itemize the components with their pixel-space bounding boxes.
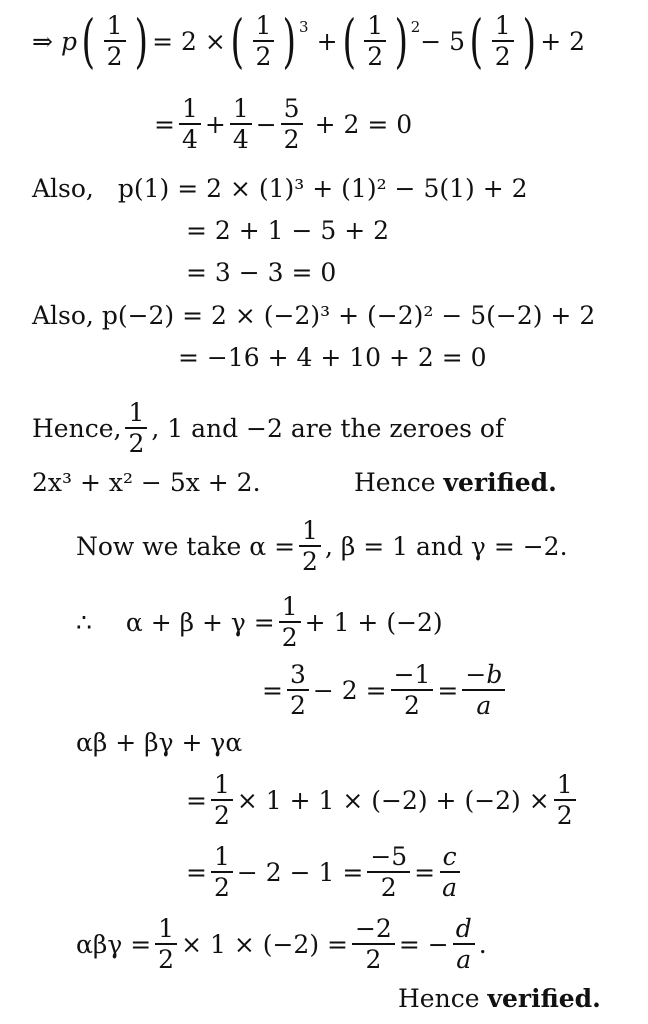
- expr-text: × 1 × (−2) =: [181, 929, 348, 959]
- line-now-take: [76, 518, 568, 574]
- implies-arrow: ⇒: [32, 26, 53, 56]
- line-pairwise-expansion: [186, 772, 580, 828]
- expr-text: − 2 − 1 =: [236, 857, 364, 887]
- verified-label: verified.: [487, 984, 601, 1013]
- expr-text: +: [316, 26, 338, 56]
- fraction: $\frac{d}{a}$: [453, 916, 475, 972]
- expr-text: = 3 − 3 = 0: [186, 258, 337, 287]
- fraction: $\frac{-5}{2}$: [367, 844, 410, 900]
- plus: +: [204, 109, 226, 139]
- expr-text: − 2 =: [312, 675, 387, 705]
- fraction: $\frac{1}{2}$: [125, 400, 147, 456]
- hence-verified-2: [398, 986, 601, 1011]
- equals: =: [262, 675, 283, 705]
- line-sum-of-roots: [76, 594, 443, 650]
- equals: =: [437, 675, 459, 705]
- expr-text: Also, p(−2) = 2 × (−2)³ + (−2)² − 5(−2) + 2: [32, 301, 596, 330]
- hence-label: Hence: [398, 984, 480, 1013]
- line-pairwise-label: [76, 730, 242, 755]
- p-function: p: [60, 26, 77, 56]
- line-p-minus-two: [32, 303, 595, 328]
- verified-label: verified.: [443, 468, 557, 497]
- expr-text: = −16 + 4 + 10 + 2 = 0: [178, 343, 487, 372]
- fraction: $\frac{-2}{2}$: [352, 916, 395, 972]
- fraction: $\frac{3}{2}$: [287, 662, 309, 718]
- exponent: 2: [410, 17, 421, 36]
- expr-text: αβ + βγ + γα: [76, 728, 243, 757]
- fraction: $\frac{1}{4}$: [230, 96, 252, 152]
- expr-text: + 2 = 0: [314, 109, 413, 139]
- expr-text: + 1 + (−2): [304, 607, 443, 637]
- fraction: $\frac{1}{2}$: [211, 772, 233, 828]
- line-product-of-roots: [76, 916, 487, 972]
- expr-text: = 2 + 1 − 5 + 2: [186, 216, 390, 245]
- fraction: $\frac{-1}{2}$: [391, 662, 434, 718]
- line-p-one-step2: [186, 218, 389, 243]
- polynomial: 2x³ + x² − 5x + 2.: [32, 468, 261, 497]
- hence-label: Hence,: [32, 413, 122, 443]
- period: .: [478, 929, 487, 959]
- fraction: $\frac{1}{2}$: [279, 594, 301, 650]
- line-p-one-step3: [186, 260, 336, 285]
- fraction: $\frac{1}{2}$: [554, 772, 576, 828]
- expr-text: Now we take α =: [76, 531, 296, 561]
- therefore-symbol: ∴: [76, 607, 92, 637]
- line-sum-quarters: [154, 96, 412, 152]
- fraction: $\frac{5}{2}$: [281, 96, 303, 152]
- line-pairwise-result: [186, 844, 464, 900]
- line-polynomial: [32, 470, 261, 495]
- expr-text: = 2 ×: [152, 26, 226, 56]
- paren-group: ( $\frac{1}{2}$ ): [81, 7, 148, 75]
- fraction: $\frac{1}{2}$: [211, 844, 233, 900]
- fraction: $\frac{-b}{a}$: [462, 662, 505, 718]
- expr-text: + 2: [540, 26, 586, 56]
- expr-text: α + β + γ =: [125, 607, 275, 637]
- equals: =: [414, 857, 436, 887]
- hence-verified-1: [354, 470, 557, 495]
- equals: =: [186, 785, 207, 815]
- expr-text: αβγ =: [76, 929, 152, 959]
- line-p-half: [32, 7, 586, 75]
- expr-text: , 1 and −2 are the zeroes of: [151, 413, 505, 443]
- fraction: $\frac{c}{a}$: [439, 844, 460, 900]
- paren-group: ( $\frac{1}{2}$ ): [230, 7, 297, 75]
- fraction: $\frac{1}{4}$: [179, 96, 201, 152]
- line-sum-of-roots-result: [262, 662, 509, 718]
- line-p-one: [32, 176, 528, 201]
- paren-group: ( $\frac{1}{2}$ ): [469, 7, 536, 75]
- expr-text: , β = 1 and γ = −2.: [324, 531, 568, 561]
- fraction: $\frac{1}{2}$: [492, 13, 514, 69]
- hence-label: Hence: [354, 468, 436, 497]
- fraction: $\frac{1}{2}$: [364, 13, 386, 69]
- equals: =: [154, 109, 175, 139]
- expr-text: × 1 + 1 × (−2) + (−2) ×: [236, 785, 550, 815]
- paren-group: ( $\frac{1}{2}$ ): [342, 7, 409, 75]
- also-label: Also,: [32, 174, 94, 203]
- minus: −: [255, 109, 277, 139]
- expr-text: − 5: [420, 26, 466, 56]
- equals: =: [186, 857, 207, 887]
- line-p-minus-two-step2: [178, 345, 487, 370]
- expr-text: = −: [398, 929, 449, 959]
- fraction: $\frac{1}{2}$: [104, 13, 126, 69]
- fraction: $\frac{1}{2}$: [155, 916, 177, 972]
- exponent: 3: [299, 17, 309, 36]
- line-hence-zeroes: [32, 400, 504, 456]
- fraction: $\frac{1}{2}$: [299, 518, 321, 574]
- fraction: $\frac{1}{2}$: [253, 13, 275, 69]
- expr-text: p(1) = 2 × (1)³ + (1)² − 5(1) + 2: [117, 174, 528, 203]
